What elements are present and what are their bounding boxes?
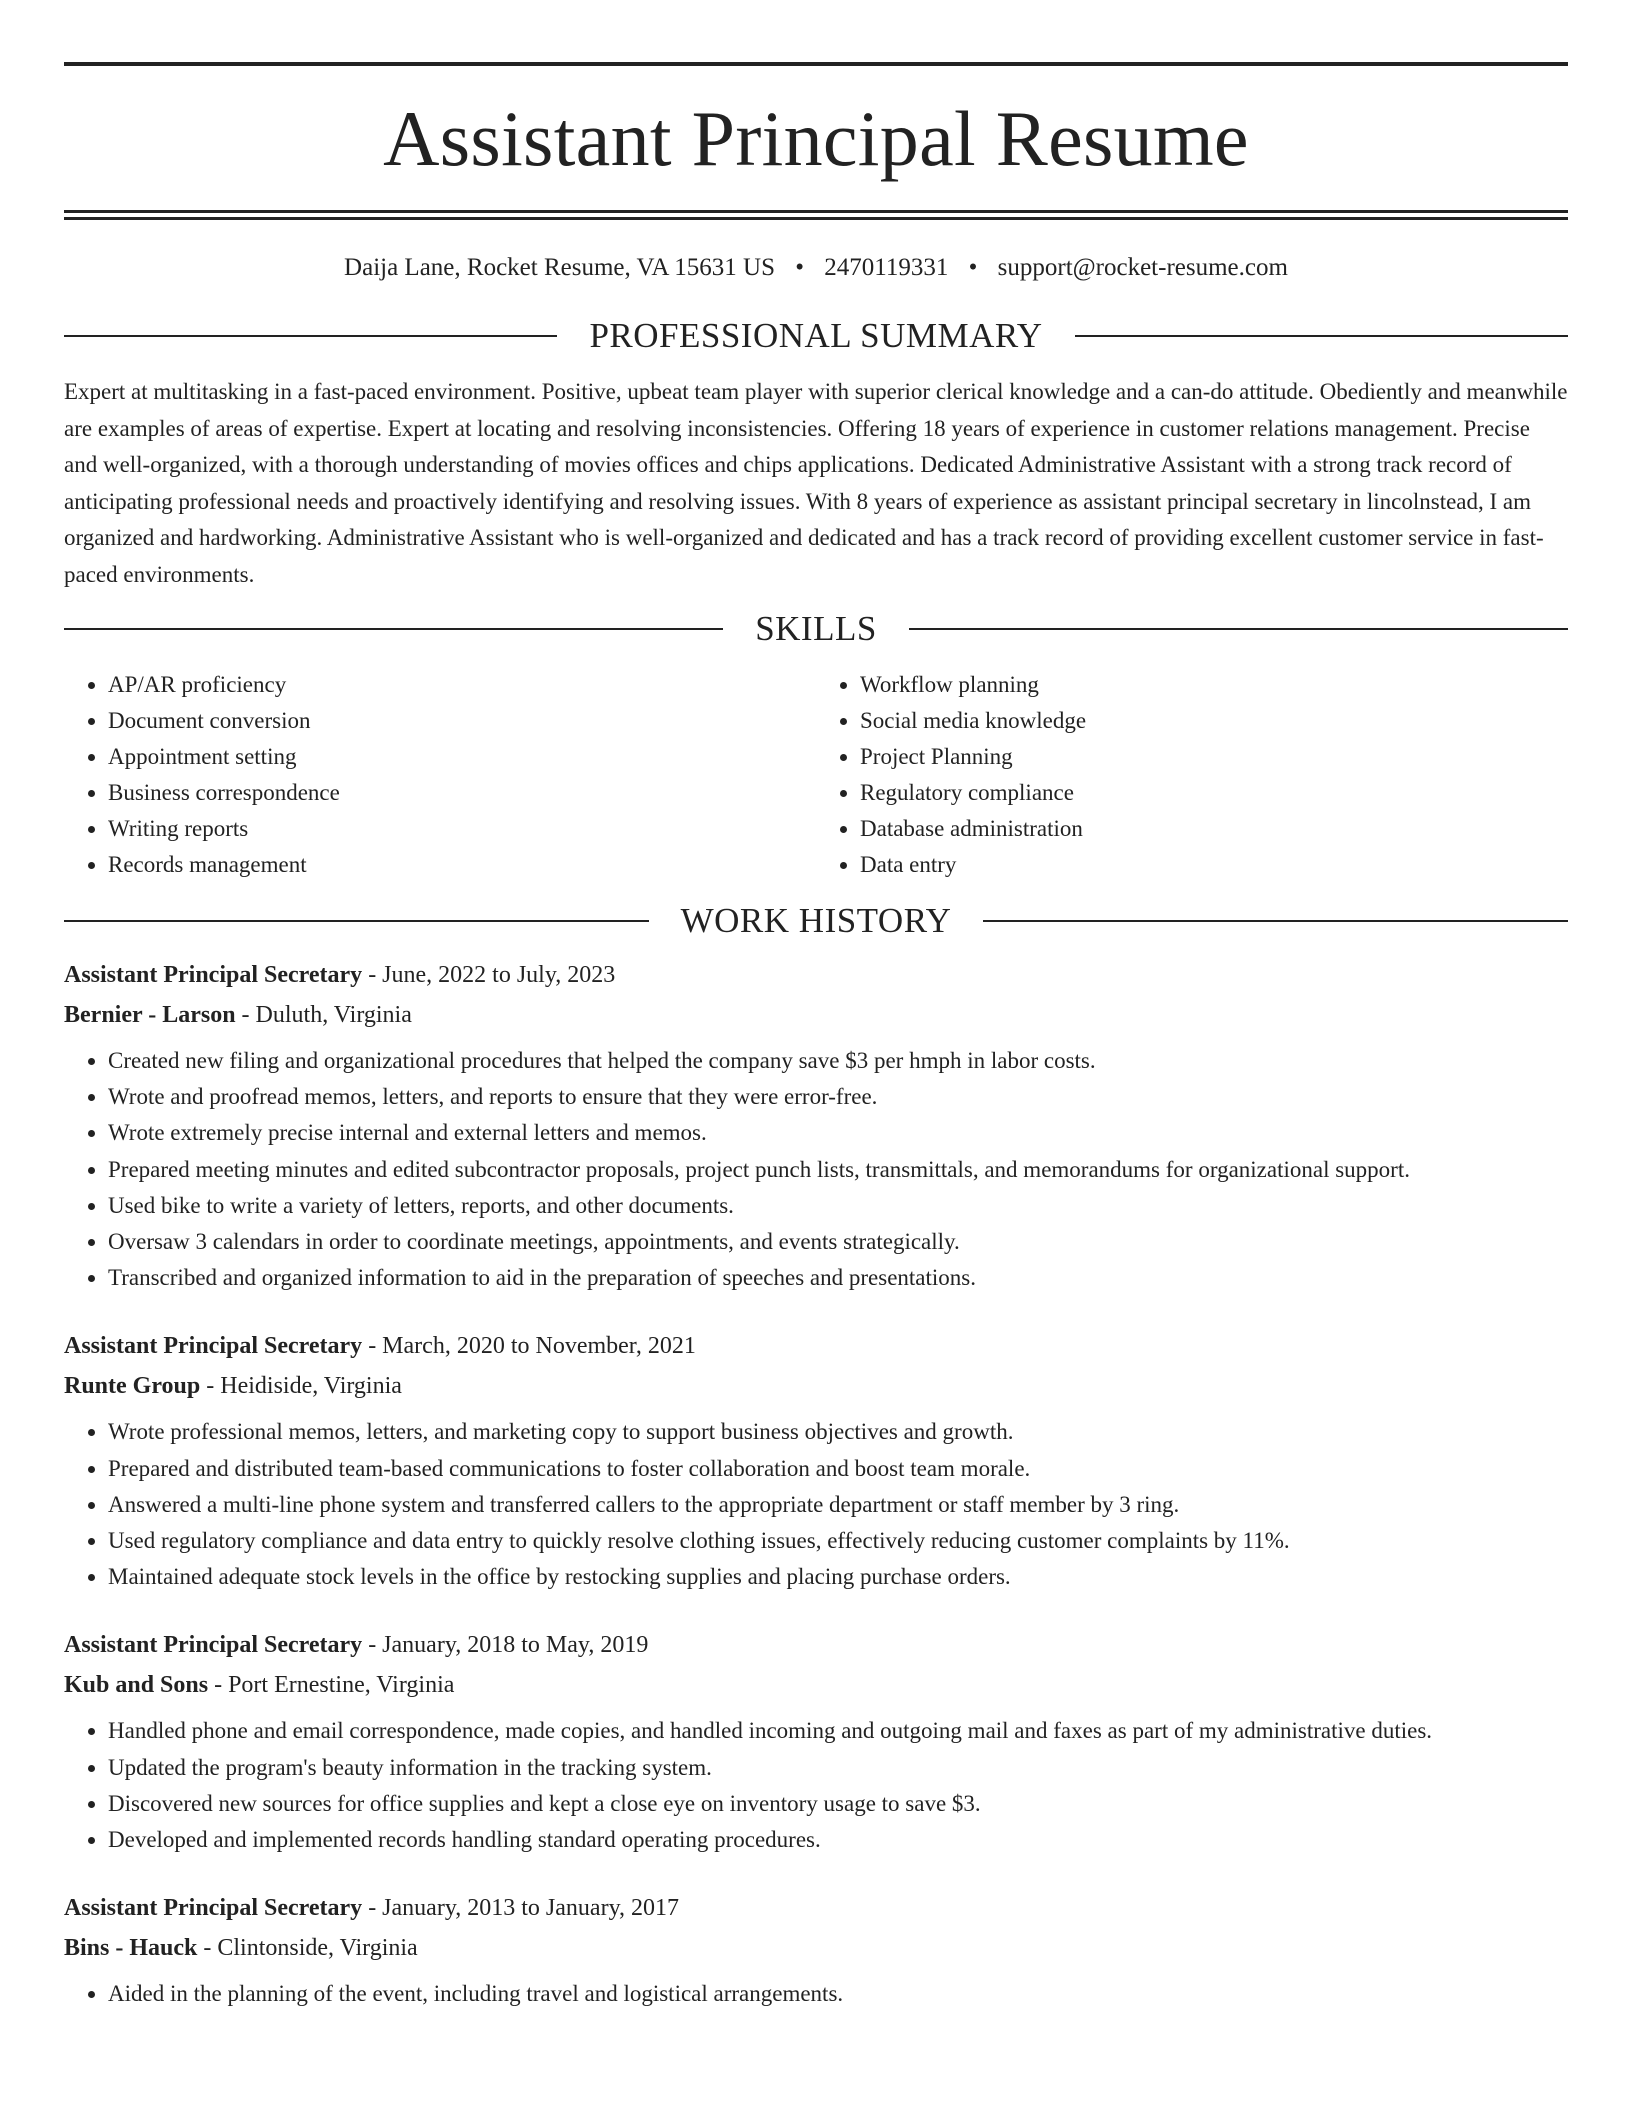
job-bullet: • Updated the program's beauty information in the tracking system. — [108, 1750, 1568, 1786]
job-bullet: • Wrote and proofread memos, letters, and reports to ensure that they were error-free. — [108, 1079, 1568, 1115]
job-location: - Duluth, Virginia — [235, 1002, 412, 1028]
job-company-line — [64, 1928, 1568, 1968]
job-dates: - March, 2020 to November, 2021 — [362, 1333, 696, 1360]
job-dates: - June, 2022 to July, 2023 — [362, 962, 616, 988]
job-company: Kub and Sons — [64, 1672, 209, 1699]
divider — [983, 920, 1568, 922]
job-location: - Heidiside, Virginia — [200, 1373, 402, 1400]
skill-item: • Database administration — [860, 811, 1568, 847]
job-bullet: • Oversaw 3 calendars in order to coordinate meetings, appointments, and events strategically. — [108, 1224, 1568, 1260]
resume-page — [64, 62, 1568, 2012]
job-dates: - January, 2013 to January, 2017 — [362, 1895, 680, 1922]
divider — [64, 920, 649, 922]
skill-item: • Project Planning — [860, 739, 1568, 775]
skills-column-right — [816, 667, 1568, 883]
job-bullet: • Answered a multi-line phone system and transferred callers to the appropriate department or staff member by 3 ring. — [108, 1487, 1568, 1523]
divider — [64, 335, 557, 337]
skills-section-heading — [64, 609, 1568, 649]
skill-item: • Regulatory compliance — [860, 775, 1568, 811]
skills-list — [64, 667, 1568, 883]
job-company: Runte Group — [64, 1373, 201, 1400]
skill-item: • Appointment setting — [108, 739, 816, 775]
skill-item: • Writing reports — [108, 811, 816, 847]
summary-text: Expert at multitasking in a fast-paced environment. Positive, upbeat team player with superior clerical knowledge and a can-do attitude. Obediently and meanwhile are examples of areas of expertise. Expert at locating and resolving inconsistencies. Offering 18 years of experience in customer relations management. Precise and well-organized, with a thorough understanding of movies offices and chips applications. Dedicated Administrative Assistant with a strong track record of anticipating professional needs and proactively identifying and resolving issues. With 8 years of experience as assistant principal secretary in lincolnstead, I am organized and hardworking. Administrative Assistant who is well-organized and dedicated and has a track record of providing excellent customer service in fast-paced environments. — [64, 379, 1568, 587]
skill-item: • Records management — [108, 847, 816, 883]
job-bullet: • Aided in the planning of the event, including travel and logistical arrangements. — [108, 1976, 1568, 2012]
job-entry — [64, 955, 1568, 1296]
divider — [1075, 335, 1568, 337]
job-title-line — [64, 955, 1568, 995]
job-title: Assistant Principal Secretary — [64, 962, 363, 988]
summary-heading: PROFESSIONAL SUMMARY — [589, 316, 1043, 355]
job-entry — [64, 1326, 1568, 1595]
job-bullet: • Prepared and distributed team-based communications to foster collaboration and boost team morale. — [108, 1451, 1568, 1487]
divider — [64, 628, 723, 630]
job-company: Bins - Hauck — [64, 1935, 198, 1962]
job-company-line — [64, 1366, 1568, 1406]
top-rule — [64, 62, 1568, 66]
resume-title: Assistant Principal Resume — [383, 95, 1249, 182]
job-bullet: • Handled phone and email correspondence, made copies, and handled incoming and outgoing mail and faxes as part of my administrative duties. — [108, 1713, 1568, 1749]
job-title: Assistant Principal Secretary — [64, 1895, 363, 1922]
job-company-line — [64, 1665, 1568, 1705]
job-bullets — [64, 1976, 1568, 2012]
contact-address: Daija Lane, Rocket Resume, VA 15631 US — [344, 254, 776, 281]
job-bullet: • Developed and implemented records handling standard operating procedures. — [108, 1822, 1568, 1858]
contact-separator: • — [795, 254, 805, 281]
job-entry — [64, 1625, 1568, 1858]
job-bullet: • Used regulatory compliance and data entry to quickly resolve clothing issues, effectively reducing customer complaints by 11%. — [108, 1523, 1568, 1559]
contact-line — [64, 254, 1568, 294]
job-bullet: • Wrote professional memos, letters, and marketing copy to support business objectives and growth. — [108, 1414, 1568, 1450]
job-bullets — [64, 1713, 1568, 1858]
skill-item: • AP/AR proficiency — [108, 667, 816, 703]
job-bullets — [64, 1414, 1568, 1595]
job-bullet: • Wrote extremely precise internal and external letters and memos. — [108, 1115, 1568, 1151]
job-bullet: • Prepared meeting minutes and edited subcontractor proposals, project punch lists, transmittals, and memorandums for organizational support. — [108, 1152, 1568, 1188]
job-title-line — [64, 1326, 1568, 1366]
skill-item: • Document conversion — [108, 703, 816, 739]
contact-email: support@rocket-resume.com — [997, 254, 1288, 281]
job-entry — [64, 1888, 1568, 2012]
job-bullet: • Transcribed and organized information to aid in the preparation of speeches and presentations. — [108, 1260, 1568, 1296]
job-title: Assistant Principal Secretary — [64, 1632, 363, 1659]
skill-item: • Workflow planning — [860, 667, 1568, 703]
job-location: - Clintonside, Virginia — [197, 1935, 418, 1962]
job-title-line — [64, 1625, 1568, 1665]
work-history-list — [64, 955, 1568, 2012]
skill-item: • Business correspondence — [108, 775, 816, 811]
job-bullet: • Created new filing and organizational procedures that helped the company save $3 per hmph in labor costs. — [108, 1043, 1568, 1079]
title-double-rule — [64, 210, 1568, 220]
work-section-heading — [64, 901, 1568, 941]
job-bullet: • Maintained adequate stock levels in the office by restocking supplies and placing purchase orders. — [108, 1559, 1568, 1595]
job-location: - Port Ernestine, Virginia — [208, 1672, 455, 1699]
contact-phone: 2470119331 — [824, 254, 949, 281]
skill-item: • Data entry — [860, 847, 1568, 883]
skill-item: • Social media knowledge — [860, 703, 1568, 739]
summary-section-heading — [64, 316, 1568, 356]
divider — [909, 628, 1568, 630]
job-title: Assistant Principal Secretary — [64, 1333, 363, 1360]
job-company-line — [64, 995, 1568, 1035]
job-dates: - January, 2018 to May, 2019 — [362, 1632, 649, 1659]
job-company: Bernier - Larson — [64, 1002, 236, 1028]
job-bullet: • Discovered new sources for office supplies and kept a close eye on inventory usage to save $3. — [108, 1786, 1568, 1822]
work-heading: WORK HISTORY — [680, 901, 952, 940]
contact-separator: • — [968, 254, 978, 281]
skills-heading: SKILLS — [755, 609, 877, 648]
skills-column-left — [64, 667, 816, 883]
job-title-line — [64, 1888, 1568, 1928]
job-bullet: • Used bike to write a variety of letters, reports, and other documents. — [108, 1188, 1568, 1224]
job-bullets — [64, 1043, 1568, 1296]
